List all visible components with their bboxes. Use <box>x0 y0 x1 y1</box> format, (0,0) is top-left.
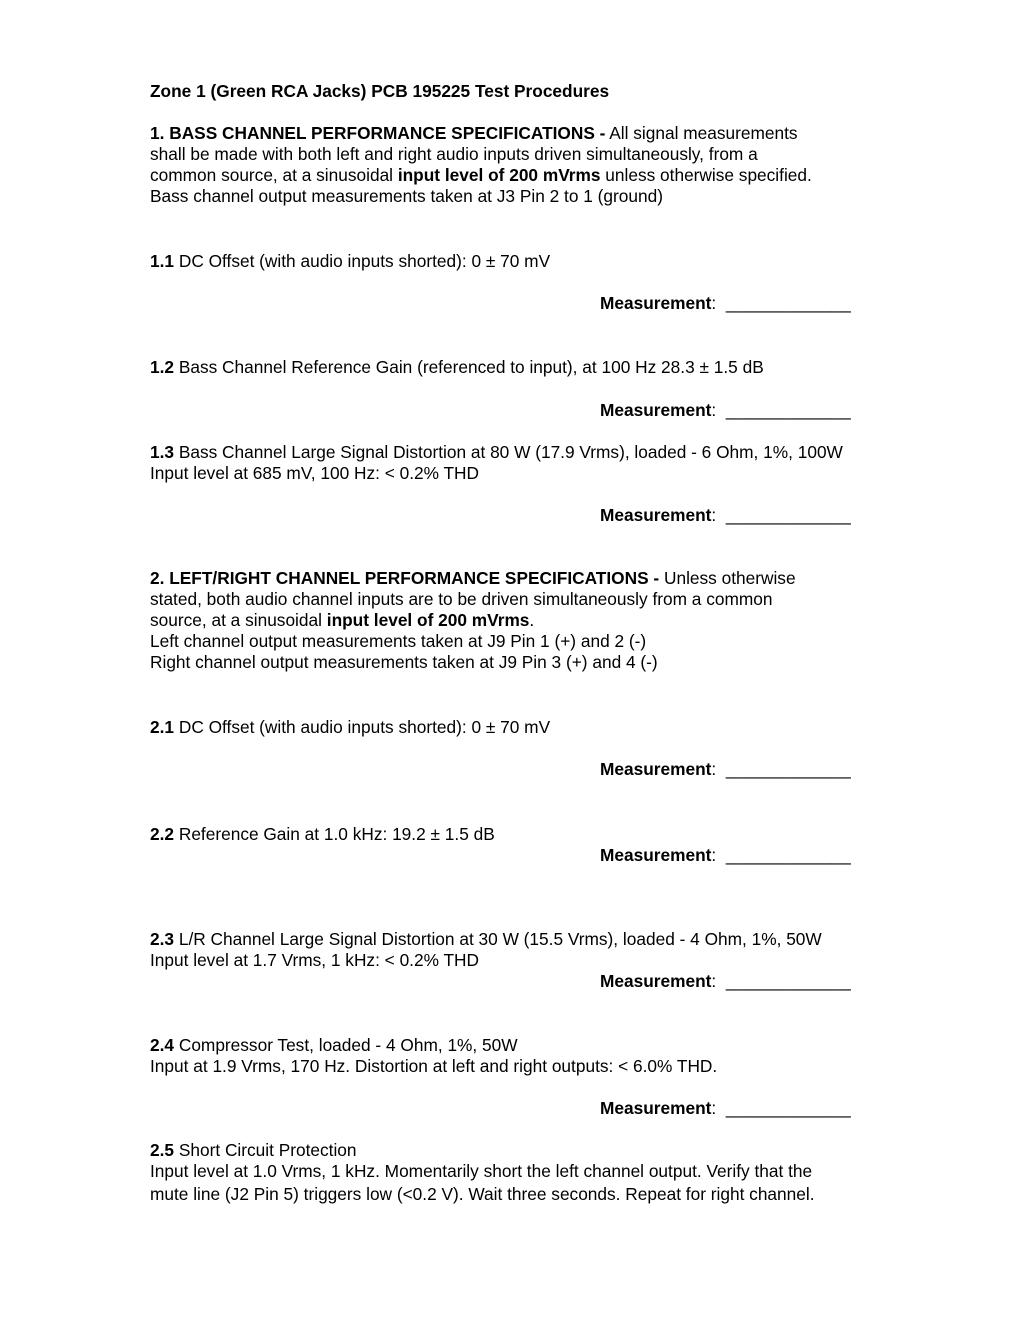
item-1-1-text: DC Offset (with audio inputs shorted): 0 ± 70 mV <box>174 251 551 271</box>
item-2-2 <box>150 824 495 845</box>
item-2-4-number: 2.4 <box>150 1035 175 1055</box>
measurement-label: Measurement <box>600 845 712 865</box>
section-2-intro-pre: source, at a sinusoidal <box>150 610 327 630</box>
item-2-5-text: Short Circuit Protection <box>174 1140 357 1160</box>
measurement-label: Measurement <box>600 400 712 420</box>
measurement-blank: _____________ <box>725 400 851 420</box>
measurement-field-1-2[interactable]: Measurement: _____________ <box>600 400 851 420</box>
measurement-field-1-3[interactable]: Measurement: _____________ <box>600 505 851 525</box>
item-1-3 <box>150 442 843 463</box>
measurement-blank: _____________ <box>725 971 851 991</box>
section-1-intro-line-2: shall be made with both left and right audio inputs driven simultaneously, from a <box>150 144 758 164</box>
section-2-intro-line-5: Right channel output measurements taken at J9 Pin 3 (+) and 4 (-) <box>150 652 658 672</box>
measurement-field-2-1[interactable]: Measurement: _____________ <box>600 759 851 779</box>
section-1-input-level: input level of 200 mVrms <box>397 165 601 185</box>
section-2-intro-line-2: stated, both audio channel inputs are to be driven simultaneously from a common <box>150 589 773 609</box>
item-2-4-text: Compressor Test, loaded - 4 Ohm, 1%, 50W <box>174 1035 518 1055</box>
item-2-3-text: L/R Channel Large Signal Distortion at 30 W (15.5 Vrms), loaded - 4 Ohm, 1%, 50W <box>174 929 822 949</box>
item-2-1 <box>150 717 550 738</box>
item-2-3 <box>150 929 822 950</box>
item-1-1-number: 1.1 <box>150 251 175 271</box>
item-2-5-number: 2.5 <box>150 1140 175 1160</box>
measurement-field-2-3[interactable]: Measurement: _____________ <box>600 971 851 991</box>
measurement-label: Measurement <box>600 293 712 313</box>
section-1-intro-line-3 <box>150 165 812 186</box>
item-2-3-line-2: Input level at 1.7 Vrms, 1 kHz: < 0.2% THD <box>150 950 479 970</box>
section-1-intro-post: unless otherwise specified. <box>600 165 812 185</box>
measurement-blank: _____________ <box>725 293 851 313</box>
measurement-field-2-4[interactable]: Measurement: _____________ <box>600 1098 851 1118</box>
section-2-intro-post: . <box>529 610 535 630</box>
section-1-intro-text: All signal measurements <box>605 123 798 143</box>
item-2-2-number: 2.2 <box>150 824 175 844</box>
item-1-3-text: Bass Channel Large Signal Distortion at 80 W (17.9 Vrms), loaded - 6 Ohm, 1%, 100W <box>174 442 843 462</box>
item-2-5-line-3: mute line (J2 Pin 5) triggers low (<0.2 V). Wait three seconds. Repeat for right channel. <box>150 1184 815 1204</box>
item-1-2 <box>150 357 764 378</box>
item-2-1-number: 2.1 <box>150 717 175 737</box>
document-title: Zone 1 (Green RCA Jacks) PCB 195225 Test Procedures <box>150 81 610 101</box>
item-2-1-text: DC Offset (with audio inputs shorted): 0 ± 70 mV <box>174 717 551 737</box>
section-2-intro-text: Unless otherwise <box>659 568 796 588</box>
section-2-input-level: input level of 200 mVrms <box>326 610 530 630</box>
measurement-field-2-2[interactable]: Measurement: _____________ <box>600 845 851 865</box>
item-1-2-number: 1.2 <box>150 357 175 377</box>
section-2-intro-line-4: Left channel output measurements taken at J9 Pin 1 (+) and 2 (-) <box>150 631 647 651</box>
item-1-1 <box>150 251 550 272</box>
measurement-label: Measurement <box>600 505 712 525</box>
section-2-intro-line-3 <box>150 610 534 631</box>
measurement-blank: _____________ <box>725 505 851 525</box>
section-1-intro-line-4: Bass channel output measurements taken at J3 Pin 2 to 1 (ground) <box>150 186 663 206</box>
item-1-3-number: 1.3 <box>150 442 175 462</box>
item-2-5-line-2: Input level at 1.0 Vrms, 1 kHz. Momentarily short the left channel output. Verify that the <box>150 1161 813 1181</box>
item-2-5 <box>150 1140 357 1161</box>
measurement-field-1-1[interactable]: Measurement: _____________ <box>600 293 851 313</box>
section-2-heading: 2. LEFT/RIGHT CHANNEL PERFORMANCE SPECIFICATIONS - <box>150 568 660 588</box>
section-2-intro-line-1 <box>150 568 796 589</box>
measurement-label: Measurement <box>600 1098 712 1118</box>
item-1-3-line-2: Input level at 685 mV, 100 Hz: < 0.2% THD <box>150 463 480 483</box>
item-1-2-text: Bass Channel Reference Gain (referenced to input), at 100 Hz 28.3 ± 1.5 dB <box>174 357 764 377</box>
item-2-2-text: Reference Gain at 1.0 kHz: 19.2 ± 1.5 dB <box>174 824 495 844</box>
measurement-blank: _____________ <box>725 845 851 865</box>
measurement-blank: _____________ <box>725 1098 851 1118</box>
measurement-label: Measurement <box>600 971 712 991</box>
section-1-heading: 1. BASS CHANNEL PERFORMANCE SPECIFICATIONS - <box>150 123 606 143</box>
item-2-4 <box>150 1035 518 1056</box>
section-1-intro-line-1 <box>150 123 798 144</box>
measurement-label: Measurement <box>600 759 712 779</box>
item-2-4-line-2: Input at 1.9 Vrms, 170 Hz. Distortion at left and right outputs: < 6.0% THD. <box>150 1056 718 1076</box>
measurement-blank: _____________ <box>725 759 851 779</box>
item-2-3-number: 2.3 <box>150 929 175 949</box>
section-1-intro-pre: common source, at a sinusoidal <box>150 165 398 185</box>
